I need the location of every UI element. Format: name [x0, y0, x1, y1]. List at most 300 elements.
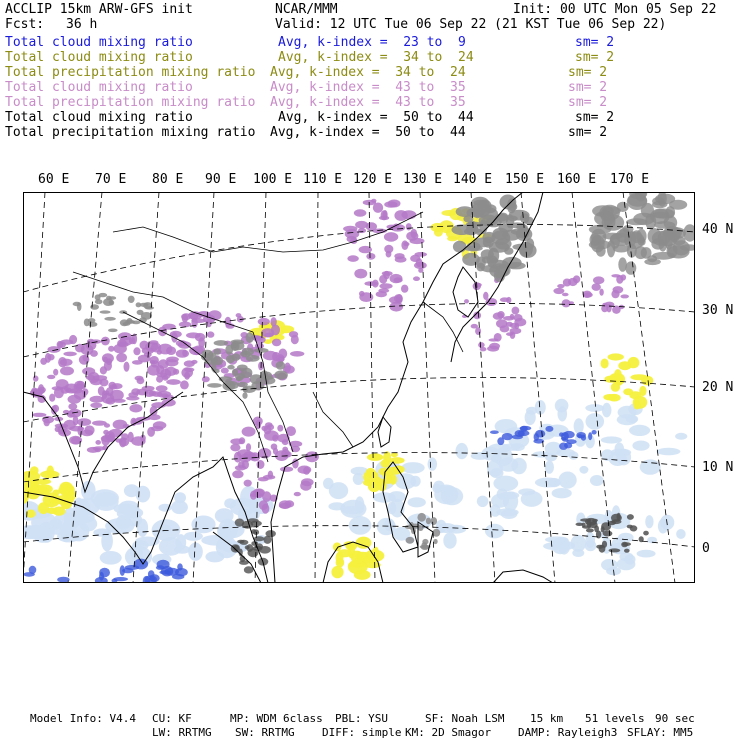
cloud-cell — [120, 565, 125, 576]
cloud-cell — [188, 543, 203, 561]
fcst-label: Fcst: — [5, 17, 45, 32]
cloud-cell — [68, 403, 77, 410]
cloud-cell — [620, 274, 626, 280]
cloud-cell — [111, 383, 122, 389]
cloud-cell — [77, 381, 84, 391]
cloud-cell — [629, 425, 650, 436]
lon-label: 140 E — [453, 172, 493, 187]
cloud-cell — [331, 566, 343, 578]
cloud-cell — [426, 518, 431, 525]
cloud-cell — [108, 329, 118, 333]
cloud-cell — [137, 519, 148, 537]
cloud-cell — [514, 318, 526, 326]
cloud-cell — [301, 478, 314, 486]
cloud-cell — [401, 240, 408, 250]
cloud-cell — [620, 294, 629, 298]
field-sm: sm= 2 — [575, 110, 615, 125]
cloud-cell — [434, 228, 443, 237]
cloud-cell — [643, 531, 649, 536]
cloud-cell — [231, 343, 238, 348]
cloud-cell — [585, 540, 597, 551]
cloud-cell — [38, 502, 49, 514]
cloud-cell — [628, 357, 640, 368]
cloud-cell — [135, 376, 144, 381]
cloud-cell — [499, 457, 519, 471]
cloud-cell — [113, 420, 128, 430]
lon-label: 90 E — [205, 172, 237, 187]
cloud-cell — [136, 486, 151, 503]
cloud-cell — [666, 206, 676, 218]
cloud-cell — [416, 258, 423, 267]
cloud-cell — [149, 576, 155, 580]
valid-time: Valid: 12 UTC Tue 06 Sep 22 (21 KST Tue 06 Sep 22) — [275, 17, 667, 32]
cloud-cell — [63, 352, 76, 357]
cloud-cell — [104, 317, 116, 321]
cu-scheme: CU: KF — [152, 712, 192, 725]
cloud-cell — [102, 390, 107, 399]
cloud-cell — [676, 529, 686, 539]
cloud-cell — [545, 442, 562, 456]
cloud-cell — [63, 410, 70, 414]
cloud-cell — [453, 241, 467, 253]
cloud-cell — [562, 293, 569, 297]
cloud-cell — [625, 261, 636, 274]
cloud-cell — [601, 436, 622, 443]
cloud-cell — [589, 521, 597, 528]
cloud-cell — [231, 544, 240, 552]
cloud-cell — [506, 297, 511, 303]
cloud-cell — [237, 540, 244, 543]
cloud-cell — [561, 437, 566, 440]
cloud-cell — [174, 545, 190, 553]
cloud-cell — [371, 199, 376, 203]
cloud-cell — [624, 549, 630, 553]
km-scheme: KM: 2D Smagor — [405, 726, 492, 739]
cloud-cell — [590, 475, 604, 486]
cloud-cell — [574, 418, 584, 434]
cloud-cell — [285, 451, 292, 457]
lon-label: 100 E — [253, 172, 293, 187]
cloud-cell — [493, 312, 504, 319]
sw-scheme: SW: RRTMG — [235, 726, 295, 739]
cloud-cell — [354, 209, 367, 216]
cloud-cell — [559, 472, 577, 489]
lat-label: 30 N — [702, 303, 734, 318]
cloud-cell — [630, 525, 638, 531]
cloud-cell — [596, 245, 606, 256]
cloud-cell — [261, 426, 267, 431]
cloud-cell — [493, 476, 518, 492]
cloud-cell — [60, 366, 74, 375]
cloud-cell — [245, 545, 250, 549]
cloud-cell — [553, 288, 564, 294]
cloud-cell — [90, 403, 102, 408]
cloud-cell — [441, 486, 456, 497]
cloud-cell — [624, 554, 635, 564]
lat-label: 40 N — [702, 222, 734, 237]
cloud-cell — [248, 548, 259, 557]
cloud-cell — [30, 466, 39, 475]
field-sm: sm= 2 — [575, 35, 615, 50]
cloud-cell — [262, 504, 270, 514]
cloud-cell — [510, 314, 514, 319]
cloud-cell — [622, 542, 631, 546]
model-title: ACCLIP 15km ARW-GFS init — [5, 2, 193, 17]
cloud-cell — [58, 357, 67, 367]
cloud-cell — [180, 380, 189, 389]
pbl-scheme: PBL: YSU — [335, 712, 388, 725]
cloud-cell — [232, 369, 238, 376]
cloud-cell — [657, 448, 681, 456]
sflay-scheme: SFLAY: MM5 — [627, 726, 694, 739]
cloud-cell — [558, 406, 568, 421]
cloud-cell — [272, 339, 281, 347]
cloud-cell — [559, 432, 564, 436]
cloud-cell — [418, 268, 423, 273]
cloud-cell — [128, 296, 135, 303]
cloud-cell — [496, 508, 519, 516]
cloud-cell — [88, 322, 97, 327]
cloud-cell — [139, 303, 148, 307]
org-label: NCAR/MMM — [275, 2, 338, 17]
cloud-cell — [207, 331, 215, 337]
cloud-cell — [184, 532, 203, 541]
cloud-cell — [395, 256, 407, 262]
cloud-cell — [156, 385, 168, 391]
cloud-cell — [486, 298, 498, 306]
cloud-cell — [137, 310, 144, 315]
cloud-cell — [119, 438, 129, 447]
cloud-cell — [591, 229, 606, 246]
field-name: Total precipitation mixing ratio — [5, 95, 256, 110]
lon-label: 150 E — [505, 172, 545, 187]
cloud-cell — [268, 471, 273, 479]
cloud-cell — [254, 489, 264, 498]
cloud-cell — [406, 223, 412, 230]
cloud-cell — [394, 210, 407, 221]
lon-label: 170 E — [610, 172, 650, 187]
cloud-cell — [222, 381, 235, 391]
cloud-cell — [230, 444, 240, 452]
diff-scheme: DIFF: simple — [322, 726, 402, 739]
cloud-cell — [258, 318, 270, 325]
cloud-cell — [354, 570, 371, 580]
cloud-cell — [270, 317, 276, 326]
cloud-cell — [456, 206, 474, 217]
cloud-cell — [242, 348, 254, 356]
cloud-cell — [394, 277, 403, 282]
cloud-cell — [464, 299, 469, 303]
cloud-cell — [545, 461, 554, 474]
cloud-cell — [77, 418, 91, 426]
cloud-cell — [104, 361, 112, 371]
field-name: Total cloud mixing ratio — [5, 110, 193, 125]
cloud-cell — [488, 338, 498, 341]
cloud-cell — [408, 497, 426, 507]
cloud-cell — [491, 454, 502, 462]
cloud-cell — [257, 460, 265, 469]
lat-label: 0 — [702, 541, 710, 556]
cloud-cell — [617, 414, 638, 425]
cloud-cell — [98, 293, 107, 297]
cloud-cell — [441, 210, 456, 216]
cloud-cell — [552, 488, 572, 498]
cloud-cell — [373, 203, 383, 213]
cloud-cell — [179, 322, 191, 328]
cloud-cell — [611, 274, 620, 277]
model-version: Model Info: V4.4 — [30, 712, 136, 725]
cloud-cell — [592, 283, 601, 291]
cloud-cell — [604, 302, 614, 308]
cloud-cell — [366, 253, 375, 260]
cloud-cell — [593, 276, 604, 284]
cloud-cell — [411, 229, 418, 238]
field-avg: Avg, k-index = 43 to 35 — [270, 95, 466, 110]
cloud-cell — [77, 302, 82, 311]
cloud-cell — [116, 353, 127, 362]
cloud-cell — [433, 539, 437, 544]
cloud-cell — [90, 304, 99, 310]
cloud-cell — [29, 566, 37, 574]
cloud-cell — [186, 332, 201, 338]
cloud-cell — [77, 425, 83, 435]
cloud-cell — [221, 368, 229, 374]
cloud-cell — [467, 242, 481, 251]
cloud-cell — [359, 292, 373, 302]
cloud-cell — [512, 307, 520, 315]
cloud-cell — [176, 349, 189, 357]
cloud-cell — [145, 306, 154, 309]
cloud-cell — [379, 283, 392, 289]
cloud-cell — [84, 425, 94, 435]
cloud-cell — [244, 480, 252, 487]
cloud-cell — [349, 516, 372, 535]
cloud-cell — [33, 376, 39, 382]
cloud-cell — [92, 421, 107, 426]
cloud-cell — [227, 365, 234, 370]
cloud-cell — [244, 566, 254, 573]
cloud-cell — [87, 447, 99, 453]
cloud-cell — [379, 275, 387, 284]
cloud-cell — [207, 383, 222, 388]
cloud-cell — [586, 528, 594, 532]
cloud-cell — [125, 565, 139, 570]
cloud-cell — [507, 262, 526, 269]
cloud-cell — [477, 496, 489, 507]
cloud-cell — [273, 448, 278, 455]
cloud-cell — [609, 548, 621, 552]
cloud-cell — [53, 369, 58, 376]
cloud-cell — [282, 447, 288, 452]
cloud-cell — [413, 276, 420, 281]
cloud-cell — [401, 285, 408, 293]
vertical-levels: 51 levels — [585, 712, 645, 725]
cloud-cell — [477, 200, 491, 213]
cloud-cell — [466, 221, 478, 235]
cloud-cell — [611, 290, 619, 298]
cloud-cell — [639, 386, 646, 396]
cloud-cell — [174, 492, 186, 503]
cloud-cell — [347, 255, 358, 262]
cloud-cell — [133, 347, 140, 355]
cloud-cell — [388, 200, 401, 208]
cloud-cell — [609, 452, 627, 466]
cloud-cell — [508, 216, 518, 222]
field-name: Total precipitation mixing ratio — [5, 125, 256, 140]
cloud-cell — [365, 468, 375, 478]
forecast-map — [23, 192, 695, 583]
lon-label: 130 E — [403, 172, 443, 187]
cloud-cell — [294, 492, 301, 496]
cloud-cell — [585, 404, 604, 412]
cloud-cell — [26, 510, 36, 518]
cloud-cell — [267, 424, 274, 430]
cloud-cell — [140, 341, 149, 350]
cloud-cell — [93, 375, 108, 381]
field-sm: sm= 2 — [568, 80, 608, 95]
cloud-cell — [369, 453, 382, 460]
cloud-cell — [277, 425, 283, 432]
cloud-cell — [47, 354, 54, 360]
cloud-cell — [675, 433, 687, 440]
cloud-cell — [276, 361, 286, 370]
cloud-cell — [333, 542, 342, 551]
cloud-cell — [32, 413, 47, 417]
cloud-cell — [55, 427, 61, 433]
field-name: Total precipitation mixing ratio — [5, 65, 256, 80]
cloud-cell — [630, 374, 648, 380]
field-avg: Avg, k-index = 43 to 35 — [270, 80, 466, 95]
cloud-cell — [637, 550, 656, 558]
cloud-cell — [47, 466, 55, 478]
field-avg: Avg, k-index = 50 to 44 — [278, 110, 474, 125]
cloud-cell — [641, 247, 652, 259]
cloud-cell — [108, 434, 114, 442]
cloud-cell — [579, 466, 588, 474]
cloud-cell — [608, 353, 624, 360]
cloud-cell — [47, 375, 55, 379]
cloud-cell — [100, 310, 111, 313]
cloud-cell — [242, 427, 256, 437]
cloud-cell — [266, 530, 276, 537]
cloud-cell — [262, 372, 273, 380]
lon-label: 70 E — [95, 172, 127, 187]
cloud-cell — [592, 430, 597, 435]
field-avg: Avg, k-index = 34 to 24 — [270, 65, 466, 80]
cloud-cell — [100, 551, 122, 565]
field-avg: Avg, k-index = 50 to 44 — [270, 125, 466, 140]
cloud-cell — [351, 551, 364, 564]
cloud-cell — [431, 517, 438, 525]
cloud-cell — [237, 365, 248, 371]
cloud-cell — [242, 392, 247, 399]
cloud-cell — [428, 457, 438, 470]
cloud-cell — [90, 350, 98, 357]
cloud-cell — [264, 333, 274, 337]
cloud-cell — [478, 342, 485, 348]
cloud-cell — [562, 299, 571, 307]
cloud-cell — [341, 506, 364, 514]
cloud-cell — [128, 392, 138, 398]
cloud-cell — [490, 430, 499, 434]
cloud-cell — [500, 325, 510, 332]
cloud-cell — [386, 251, 392, 258]
lw-scheme: LW: RRTMG — [152, 726, 212, 739]
cloud-cell — [633, 396, 648, 409]
cloud-cell — [663, 226, 682, 240]
cloud-cell — [401, 462, 424, 473]
cloud-cell — [364, 281, 378, 286]
cloud-cell — [614, 369, 622, 380]
lon-label: 110 E — [303, 172, 343, 187]
cloud-cell — [246, 332, 254, 343]
lat-label: 20 N — [702, 380, 734, 395]
field-name: Total cloud mixing ratio — [5, 50, 193, 65]
cloud-cell — [129, 404, 142, 412]
lat-label: 10 N — [702, 460, 734, 475]
cloud-cell — [611, 519, 621, 524]
cloud-cell — [519, 243, 537, 258]
cloud-cell — [284, 363, 291, 373]
cloud-cell — [414, 252, 427, 257]
field-name: Total cloud mixing ratio — [5, 80, 193, 95]
cloud-cell — [476, 257, 486, 269]
cloud-cell — [602, 403, 612, 418]
lon-label: 160 E — [557, 172, 597, 187]
cloud-cell — [166, 346, 176, 355]
init-time: Init: 00 UTC Mon 05 Sep 22 — [513, 2, 717, 17]
cloud-cell — [601, 522, 611, 530]
cloud-cell — [239, 437, 246, 444]
cloud-cell — [254, 536, 265, 541]
cloud-cell — [152, 391, 163, 397]
cloud-cell — [238, 461, 245, 468]
cloud-cell — [277, 434, 289, 443]
cloud-cell — [603, 531, 613, 537]
cloud-cell — [172, 574, 184, 580]
cloud-cell — [395, 473, 416, 489]
cloud-cell — [58, 486, 70, 494]
cloud-cell — [124, 362, 130, 372]
cloud-cell — [336, 558, 345, 568]
cloud-cell — [396, 294, 403, 304]
cloud-cell — [280, 467, 293, 472]
cloud-cell — [599, 545, 606, 553]
cloud-cell — [623, 388, 633, 395]
cloud-cell — [417, 513, 426, 522]
cloud-cell — [603, 394, 616, 400]
cloud-cell — [632, 441, 649, 451]
cloud-cell — [607, 240, 615, 257]
cloud-cell — [147, 427, 155, 437]
cloud-cell — [236, 376, 243, 381]
cloud-cell — [156, 565, 165, 570]
cloud-cell — [485, 524, 504, 539]
lon-label: 80 E — [152, 172, 184, 187]
cloud-cell — [120, 319, 129, 326]
cloud-cell — [356, 537, 372, 549]
cloud-cell — [355, 221, 368, 229]
cloud-cell — [545, 426, 553, 432]
cloud-cell — [44, 419, 50, 426]
cloud-cell — [103, 298, 113, 306]
cloud-cell — [368, 481, 381, 493]
cloud-cell — [520, 426, 528, 432]
cloud-cell — [165, 367, 177, 376]
cloud-cell — [191, 516, 215, 534]
cloud-cell — [279, 500, 291, 509]
cloud-cell — [638, 238, 646, 246]
